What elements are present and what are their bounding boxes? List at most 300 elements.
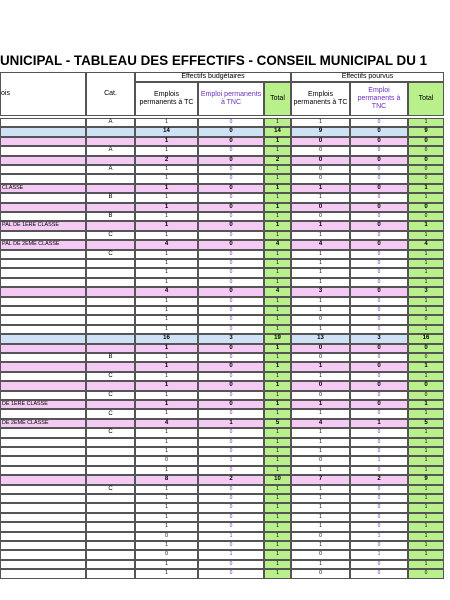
value-cell: 1 (135, 400, 198, 409)
value-cell: 0 (198, 287, 264, 296)
value-cell: 1 (135, 569, 198, 578)
value-cell: 0 (408, 391, 444, 400)
row-label (0, 353, 86, 362)
value-cell: 1 (264, 466, 291, 475)
value-cell: 0 (350, 268, 408, 277)
value-cell: 4 (291, 419, 350, 428)
value-cell: 1 (264, 569, 291, 578)
row-category (86, 475, 135, 484)
value-cell: 0 (350, 503, 408, 512)
value-cell: 1 (408, 372, 444, 381)
value-cell: 1 (264, 456, 291, 465)
row-label (0, 550, 86, 559)
value-cell: 1 (291, 541, 350, 550)
value-cell: 0 (291, 212, 350, 221)
value-cell: 1 (291, 485, 350, 494)
value-cell: 1 (408, 466, 444, 475)
value-cell: 1 (198, 456, 264, 465)
row-category (86, 569, 135, 578)
value-cell: 16 (135, 334, 198, 343)
value-cell: 0 (408, 146, 444, 155)
row-label (0, 532, 86, 541)
value-cell: 0 (350, 287, 408, 296)
value-cell: 1 (264, 550, 291, 559)
value-cell: 4 (408, 240, 444, 249)
row-label (0, 344, 86, 353)
row-category (86, 156, 135, 165)
value-cell: 0 (350, 193, 408, 202)
value-cell: 0 (291, 569, 350, 578)
value-cell: 0 (408, 344, 444, 353)
value-cell: 1 (291, 400, 350, 409)
row-label (0, 560, 86, 569)
row-category (86, 137, 135, 146)
value-cell: 1 (135, 146, 198, 155)
value-cell: 5 (408, 419, 444, 428)
value-cell: 0 (350, 137, 408, 146)
row-category (86, 306, 135, 315)
value-cell: 1 (135, 485, 198, 494)
value-cell: 1 (291, 250, 350, 259)
row-label (0, 203, 86, 212)
value-cell: 1 (291, 231, 350, 240)
value-cell: 0 (198, 541, 264, 550)
value-cell: 0 (350, 428, 408, 437)
value-cell: 13 (291, 334, 350, 343)
value-cell: 0 (198, 306, 264, 315)
value-cell: 1 (264, 372, 291, 381)
value-cell: 1 (350, 550, 408, 559)
value-cell: 0 (198, 137, 264, 146)
value-cell: 0 (198, 240, 264, 249)
row-category: C (86, 428, 135, 437)
value-cell: 0 (291, 174, 350, 183)
value-cell: 0 (350, 127, 408, 136)
value-cell: 0 (291, 353, 350, 362)
value-cell: 0 (350, 165, 408, 174)
value-cell: 0 (198, 127, 264, 136)
value-cell: 0 (350, 118, 408, 127)
value-cell: 0 (350, 156, 408, 165)
value-cell: 0 (291, 156, 350, 165)
value-cell: 1 (291, 268, 350, 277)
row-label (0, 485, 86, 494)
value-cell: 4 (264, 287, 291, 296)
value-cell: 0 (350, 362, 408, 371)
value-cell: 0 (350, 494, 408, 503)
value-cell: 1 (264, 344, 291, 353)
row-category: C (86, 250, 135, 259)
value-cell: 4 (135, 240, 198, 249)
row-category (86, 513, 135, 522)
row-category (86, 541, 135, 550)
value-cell: 1 (135, 184, 198, 193)
row-label (0, 428, 86, 437)
value-cell: 0 (350, 306, 408, 315)
row-category: A (86, 118, 135, 127)
value-cell: 1 (291, 325, 350, 334)
value-cell: 1 (135, 466, 198, 475)
value-cell: 0 (135, 550, 198, 559)
value-cell: 0 (198, 381, 264, 390)
value-cell: 0 (350, 560, 408, 569)
row-label (0, 231, 86, 240)
value-cell: 1 (264, 532, 291, 541)
value-cell: 0 (198, 560, 264, 569)
value-cell: 1 (264, 409, 291, 418)
value-cell: 1 (264, 297, 291, 306)
row-category (86, 240, 135, 249)
value-cell: 9 (408, 127, 444, 136)
row-label (0, 541, 86, 550)
value-cell: 1 (408, 522, 444, 531)
value-cell: 1 (135, 391, 198, 400)
value-cell: 0 (198, 325, 264, 334)
row-label (0, 193, 86, 202)
value-cell: 0 (291, 165, 350, 174)
row-category (86, 259, 135, 268)
row-category (86, 560, 135, 569)
value-cell: 1 (264, 400, 291, 409)
value-cell: 4 (291, 240, 350, 249)
header-emploi-tnc: Emploi permanents à TNC (198, 82, 264, 116)
value-cell: 0 (198, 212, 264, 221)
value-cell: 1 (264, 184, 291, 193)
value-cell: 4 (135, 287, 198, 296)
value-cell: 1 (135, 560, 198, 569)
value-cell: 0 (291, 344, 350, 353)
row-label (0, 127, 86, 136)
value-cell: 0 (408, 203, 444, 212)
value-cell: 7 (291, 475, 350, 484)
value-cell: 1 (291, 560, 350, 569)
value-cell: 1 (408, 560, 444, 569)
value-cell: 0 (350, 447, 408, 456)
row-label (0, 278, 86, 287)
row-label (0, 250, 86, 259)
value-cell: 1 (408, 193, 444, 202)
row-category (86, 221, 135, 230)
value-cell: 1 (135, 438, 198, 447)
value-cell: 0 (350, 541, 408, 550)
value-cell: 0 (198, 428, 264, 437)
row-label (0, 362, 86, 371)
value-cell: 1 (264, 438, 291, 447)
value-cell: 0 (198, 485, 264, 494)
value-cell: 1 (264, 165, 291, 174)
value-cell: 1 (291, 297, 350, 306)
value-cell: 0 (408, 156, 444, 165)
row-label (0, 381, 86, 390)
value-cell: 0 (350, 240, 408, 249)
value-cell: 0 (408, 353, 444, 362)
effectifs-table (0, 72, 450, 577)
value-cell: 1 (135, 137, 198, 146)
value-cell: 1 (135, 250, 198, 259)
value-cell: 0 (198, 503, 264, 512)
row-category: C (86, 409, 135, 418)
row-label (0, 466, 86, 475)
value-cell: 0 (198, 362, 264, 371)
value-cell: 1 (350, 532, 408, 541)
value-cell: 0 (198, 184, 264, 193)
row-category (86, 287, 135, 296)
value-cell: 0 (350, 315, 408, 324)
value-cell: 1 (291, 362, 350, 371)
value-cell: 1 (264, 250, 291, 259)
row-category (86, 532, 135, 541)
row-category: C (86, 391, 135, 400)
value-cell: 0 (350, 353, 408, 362)
value-cell: 0 (350, 184, 408, 193)
value-cell: 14 (135, 127, 198, 136)
value-cell: 14 (264, 127, 291, 136)
value-cell: 1 (291, 259, 350, 268)
value-cell: 1 (135, 503, 198, 512)
value-cell: 1 (408, 494, 444, 503)
value-cell: 1 (408, 532, 444, 541)
row-label (0, 391, 86, 400)
value-cell: 1 (264, 221, 291, 230)
value-cell: 0 (350, 400, 408, 409)
value-cell: 1 (291, 438, 350, 447)
row-label: CLASSE (0, 184, 86, 193)
value-cell: 1 (135, 174, 198, 183)
value-cell: 0 (291, 146, 350, 155)
value-cell: 1 (350, 419, 408, 428)
value-cell: 0 (198, 353, 264, 362)
value-cell: 1 (408, 268, 444, 277)
value-cell: 0 (291, 550, 350, 559)
row-category (86, 184, 135, 193)
value-cell: 8 (135, 475, 198, 484)
value-cell: 1 (291, 278, 350, 287)
value-cell: 0 (291, 532, 350, 541)
value-cell: 1 (135, 522, 198, 531)
value-cell: 1 (408, 278, 444, 287)
value-cell: 1 (135, 268, 198, 277)
row-label (0, 503, 86, 512)
row-category: A (86, 146, 135, 155)
value-cell: 0 (198, 372, 264, 381)
value-cell: 1 (135, 193, 198, 202)
row-category (86, 315, 135, 324)
row-label: PAL DE 2EME CLASSE (0, 240, 86, 249)
value-cell: 0 (198, 466, 264, 475)
row-label: PAL DE 1ERE CLASSE (0, 221, 86, 230)
value-cell: 1 (135, 297, 198, 306)
row-label (0, 456, 86, 465)
value-cell: 1 (291, 494, 350, 503)
row-label (0, 325, 86, 334)
value-cell: 0 (408, 315, 444, 324)
value-cell: 0 (198, 447, 264, 456)
value-cell: 0 (198, 344, 264, 353)
value-cell: 0 (350, 231, 408, 240)
value-cell: 0 (350, 259, 408, 268)
value-cell: 0 (291, 456, 350, 465)
value-cell: 1 (264, 259, 291, 268)
value-cell: 0 (198, 522, 264, 531)
row-label (0, 513, 86, 522)
value-cell: 1 (264, 315, 291, 324)
row-label (0, 146, 86, 155)
value-cell: 0 (291, 315, 350, 324)
value-cell: 0 (408, 381, 444, 390)
value-cell: 1 (264, 362, 291, 371)
value-cell: 2 (350, 475, 408, 484)
value-cell: 0 (135, 456, 198, 465)
value-cell: 1 (264, 353, 291, 362)
value-cell: 0 (291, 203, 350, 212)
group-header-budgetaires: Effectifs budgétaires (135, 72, 291, 82)
value-cell: 0 (350, 485, 408, 494)
row-label (0, 137, 86, 146)
row-category (86, 362, 135, 371)
value-cell: 1 (135, 221, 198, 230)
row-category (86, 447, 135, 456)
row-label (0, 287, 86, 296)
row-label: DE 2EME CLASSE (0, 419, 86, 428)
value-cell: 1 (408, 409, 444, 418)
header-emplois-tc-pourvus: Emplois permanents à TC (291, 82, 350, 116)
value-cell: 1 (264, 306, 291, 315)
value-cell: 1 (291, 428, 350, 437)
value-cell: 1 (198, 419, 264, 428)
value-cell: 1 (135, 212, 198, 221)
row-label: DE 1ERE CLASSE (0, 400, 86, 409)
value-cell: 2 (135, 156, 198, 165)
header-total: Total (264, 82, 291, 116)
value-cell: 1 (135, 231, 198, 240)
value-cell: 9 (291, 127, 350, 136)
value-cell: 1 (198, 550, 264, 559)
value-cell: 1 (291, 522, 350, 531)
value-cell: 1 (264, 137, 291, 146)
value-cell: 1 (291, 466, 350, 475)
value-cell: 0 (198, 231, 264, 240)
value-cell: 0 (350, 344, 408, 353)
value-cell: 1 (291, 184, 350, 193)
value-cell: 0 (198, 438, 264, 447)
value-cell: 1 (264, 118, 291, 127)
value-cell: 1 (135, 353, 198, 362)
value-cell: 1 (264, 391, 291, 400)
value-cell: 1 (135, 278, 198, 287)
value-cell: 10 (264, 475, 291, 484)
value-cell: 1 (264, 560, 291, 569)
value-cell: 1 (408, 550, 444, 559)
value-cell: 0 (198, 268, 264, 277)
value-cell: 1 (264, 485, 291, 494)
value-cell: 1 (408, 184, 444, 193)
value-cell: 2 (264, 156, 291, 165)
row-label (0, 334, 86, 343)
row-category (86, 456, 135, 465)
value-cell: 1 (135, 306, 198, 315)
header-cat: Cat. (86, 72, 135, 116)
row-category (86, 325, 135, 334)
row-category (86, 278, 135, 287)
value-cell: 0 (350, 212, 408, 221)
value-cell: 1 (135, 494, 198, 503)
value-cell: 0 (198, 221, 264, 230)
value-cell: 1 (291, 221, 350, 230)
row-label (0, 475, 86, 484)
value-cell: 1 (264, 268, 291, 277)
header-total-pourvus: Total (408, 82, 444, 116)
value-cell: 1 (408, 400, 444, 409)
value-cell: 0 (198, 203, 264, 212)
value-cell: 0 (198, 250, 264, 259)
value-cell: 0 (350, 203, 408, 212)
value-cell: 1 (135, 541, 198, 550)
row-category (86, 400, 135, 409)
row-label (0, 118, 86, 127)
value-cell: 1 (198, 532, 264, 541)
value-cell: 5 (264, 419, 291, 428)
value-cell: 1 (264, 428, 291, 437)
group-header-pourvus: Effectifs pourvus (291, 72, 444, 82)
row-label (0, 306, 86, 315)
header-emploi-tnc-pourvus: Emploi permanents à TNC (350, 82, 408, 116)
value-cell: 1 (264, 146, 291, 155)
value-cell: 1 (408, 428, 444, 437)
value-cell: 0 (198, 165, 264, 174)
value-cell: 1 (408, 503, 444, 512)
value-cell: 0 (198, 513, 264, 522)
row-label (0, 409, 86, 418)
row-label (0, 438, 86, 447)
value-cell: 1 (135, 428, 198, 437)
row-category (86, 522, 135, 531)
value-cell: 1 (135, 447, 198, 456)
row-label (0, 165, 86, 174)
value-cell: 1 (291, 513, 350, 522)
row-category (86, 174, 135, 183)
row-category (86, 334, 135, 343)
value-cell: 0 (198, 400, 264, 409)
value-cell: 3 (350, 334, 408, 343)
value-cell: 0 (198, 315, 264, 324)
value-cell: 0 (350, 391, 408, 400)
value-cell: 0 (350, 438, 408, 447)
value-cell: 4 (135, 419, 198, 428)
value-cell: 0 (198, 174, 264, 183)
value-cell: 0 (408, 569, 444, 578)
value-cell: 1 (408, 438, 444, 447)
header-label-column: ois (0, 72, 86, 116)
value-cell: 0 (350, 522, 408, 531)
value-cell: 1 (264, 522, 291, 531)
value-cell: 0 (198, 297, 264, 306)
row-label (0, 259, 86, 268)
row-label (0, 494, 86, 503)
value-cell: 1 (135, 259, 198, 268)
value-cell: 1 (350, 456, 408, 465)
value-cell: 1 (264, 541, 291, 550)
row-category (86, 550, 135, 559)
value-cell: 3 (408, 287, 444, 296)
value-cell: 19 (264, 334, 291, 343)
row-category (86, 203, 135, 212)
row-category (86, 438, 135, 447)
row-category (86, 127, 135, 136)
value-cell: 1 (408, 221, 444, 230)
value-cell: 1 (408, 485, 444, 494)
row-category: B (86, 212, 135, 221)
value-cell: 1 (291, 372, 350, 381)
